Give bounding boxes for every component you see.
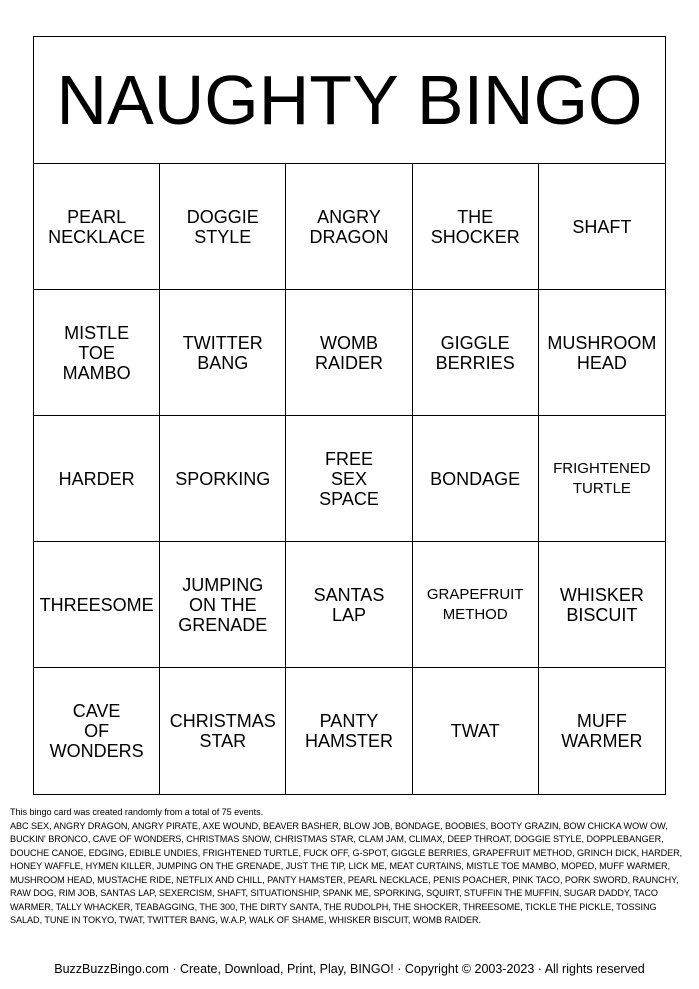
bingo-cell: THE SHOCKER (413, 164, 539, 290)
bingo-cell: BONDAGE (413, 416, 539, 542)
bingo-cell: GIGGLE BERRIES (413, 290, 539, 416)
bingo-cell: CAVE OF WONDERS (34, 668, 160, 794)
bingo-cell-free-space: FREE SEX SPACE (286, 416, 412, 542)
bingo-cell: SHAFT (539, 164, 665, 290)
bingo-cell: THREESOME (34, 542, 160, 668)
bingo-cell: ANGRY DRAGON (286, 164, 412, 290)
event-list-items: ABC SEX, ANGRY DRAGON, ANGRY PIRATE, AXE WOUND, BEAVER BASHER, BLOW JOB, BONDAGE, BOOBIES, BOOTY GRAZIN, BOW CHICKA WOW OW, BUCKIN' BRONCO, CAVE OF WONDERS, CHRISTMAS SNOW, CHRISTMAS STAR, CLAM JAM, CLIMAX, DEEP THROAT, DOGGIE STYLE, DOPPLEBANGER, DOUCHE CANOE, EDGING, EDIBLE UNDIES, FRIGHTENED TURTLE, FUCK OFF, G-SPOT, GIGGLE BERRIES, GRAPEFRUIT METHOD, GRINCH DICK, HARDER, HONEY WAFFLE, HYMEN KILLER, JUMPING ON THE GRENADE, JUST THE TIP, LICK ME, MEAT CURTAINS, MISTLE TOE MAMBO, MOPED, MUFF WARMER, MUSHROOM HEAD, MUSTACHE RIDE, NETFLIX AND CHILL, PANTY HAMSTER, PEARL NECKLACE, PENIS POACHER, PINK TACO, PORK SWORD, RAUNCHY, RAW DOG, RIM JOB, SANTAS LAP, SEXERCISM, SHAFT, SITUATIONSHIP, SPANK ME, SPORKING, SQUIRT, STUFFIN THE MUFFIN, SUGAR DADDY, TACO WARMER, TALLY WHACKER, TEABAGGING, THE 300, THE DIRTY SANTA, THE RUDOLPH, THE SHOCKER, THREESOME, TICKLE THE PICKLE, TOSSING SALAD, TUNE IN TOKYO, TWAT, TWITTER BANG, W.A.P, WALK OF SHAME, WHISKER BISCUIT, WOMB RAIDER. (10, 820, 683, 925)
bingo-cell: PANTY HAMSTER (286, 668, 412, 794)
bingo-cell: JUMPING ON THE GRENADE (160, 542, 286, 668)
bingo-cell: DOGGIE STYLE (160, 164, 286, 290)
bingo-cell: WOMB RAIDER (286, 290, 412, 416)
event-list-intro: This bingo card was created randomly from a total of 75 events. (10, 807, 264, 817)
bingo-grid (34, 164, 665, 794)
bingo-cell: SPORKING (160, 416, 286, 542)
event-list (10, 806, 690, 928)
bingo-cell: TWAT (413, 668, 539, 794)
bingo-cell: GRAPEFRUIT METHOD (413, 542, 539, 668)
bingo-cell: FRIGHTENED TURTLE (539, 416, 665, 542)
bingo-cell: WHISKER BISCUIT (539, 542, 665, 668)
bingo-cell: CHRISTMAS STAR (160, 668, 286, 794)
footer-copyright: BuzzBuzzBingo.com · Create, Download, Print, Play, BINGO! · Copyright © 2003-2023 · All rights reserved (54, 962, 645, 976)
bingo-cell: HARDER (34, 416, 160, 542)
bingo-cell: MUSHROOM HEAD (539, 290, 665, 416)
bingo-cell: PEARL NECKLACE (34, 164, 160, 290)
bingo-cell: TWITTER BANG (160, 290, 286, 416)
bingo-cell: SANTAS LAP (286, 542, 412, 668)
bingo-card (33, 36, 666, 795)
card-title: NAUGHTY BINGO (34, 37, 665, 164)
bingo-cell: MUFF WARMER (561, 711, 643, 751)
bingo-cell: MISTLE TOE MAMBO (34, 290, 160, 416)
